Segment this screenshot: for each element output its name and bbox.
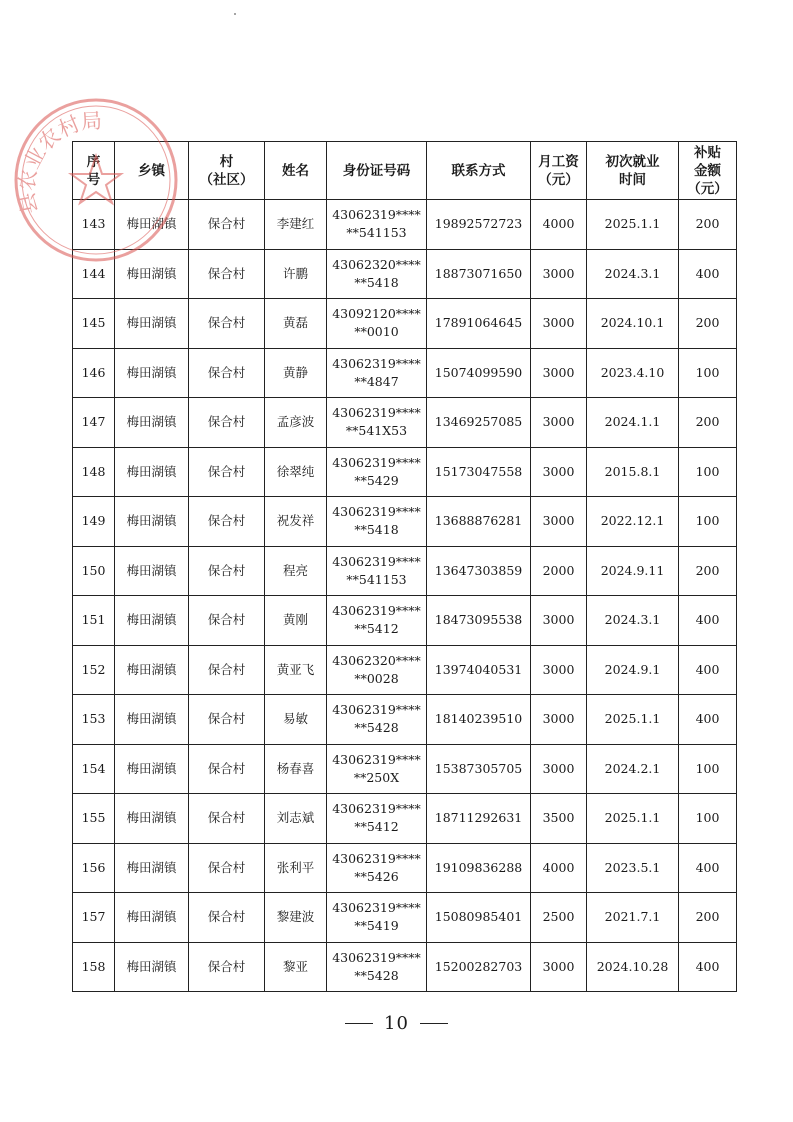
cell-town: 梅田湖镇 (115, 398, 189, 448)
cell-village: 保合村 (189, 794, 265, 844)
cell-subsidy-amount: 100 (679, 447, 737, 497)
cell-name: 黄静 (265, 348, 327, 398)
cell-name: 许鹏 (265, 249, 327, 299)
cell-serial: 156 (73, 843, 115, 893)
cell-serial: 144 (73, 249, 115, 299)
cell-first-employment: 2024.9.11 (587, 546, 679, 596)
page-footer (0, 1012, 793, 1034)
cell-village: 保合村 (189, 893, 265, 943)
cell-subsidy-amount: 100 (679, 497, 737, 547)
cell-monthly-salary: 3000 (531, 398, 587, 448)
cell-id-number: 43062319**** **5428 (327, 695, 427, 745)
header-monthly-salary: 月工资 （元） (531, 142, 587, 200)
footer-dash-right (420, 1023, 448, 1024)
cell-first-employment: 2015.8.1 (587, 447, 679, 497)
cell-first-employment: 2024.2.1 (587, 744, 679, 794)
cell-first-employment: 2024.1.1 (587, 398, 679, 448)
cell-name: 程亮 (265, 546, 327, 596)
cell-village: 保合村 (189, 645, 265, 695)
cell-village: 保合村 (189, 546, 265, 596)
cell-id-number: 43062319**** **5419 (327, 893, 427, 943)
cell-contact: 19109836288 (427, 843, 531, 893)
table-row (73, 596, 737, 646)
cell-serial: 158 (73, 942, 115, 992)
cell-monthly-salary: 3000 (531, 596, 587, 646)
cell-village: 保合村 (189, 497, 265, 547)
cell-id-number: 43062319**** **5426 (327, 843, 427, 893)
cell-contact: 18873071650 (427, 249, 531, 299)
cell-village: 保合村 (189, 398, 265, 448)
cell-town: 梅田湖镇 (115, 200, 189, 250)
cell-monthly-salary: 3500 (531, 794, 587, 844)
cell-monthly-salary: 3000 (531, 348, 587, 398)
subsidy-roster-table (72, 141, 737, 992)
cell-contact: 15200282703 (427, 942, 531, 992)
cell-subsidy-amount: 200 (679, 299, 737, 349)
cell-town: 梅田湖镇 (115, 843, 189, 893)
header-name: 姓名 (265, 142, 327, 200)
cell-serial: 145 (73, 299, 115, 349)
cell-first-employment: 2024.10.1 (587, 299, 679, 349)
cell-subsidy-amount: 400 (679, 942, 737, 992)
cell-monthly-salary: 4000 (531, 843, 587, 893)
cell-contact: 17891064645 (427, 299, 531, 349)
table-header-row (73, 142, 737, 200)
table-row (73, 893, 737, 943)
cell-id-number: 43062319**** **5412 (327, 794, 427, 844)
table-row (73, 497, 737, 547)
cell-town: 梅田湖镇 (115, 546, 189, 596)
cell-first-employment: 2022.12.1 (587, 497, 679, 547)
cell-subsidy-amount: 200 (679, 546, 737, 596)
table-row (73, 546, 737, 596)
cell-id-number: 43062319**** **5429 (327, 447, 427, 497)
cell-serial: 151 (73, 596, 115, 646)
cell-village: 保合村 (189, 447, 265, 497)
cell-contact: 13688876281 (427, 497, 531, 547)
cell-first-employment: 2023.4.10 (587, 348, 679, 398)
cell-id-number: 43062320**** **0028 (327, 645, 427, 695)
table-row (73, 348, 737, 398)
cell-town: 梅田湖镇 (115, 744, 189, 794)
cell-name: 易敏 (265, 695, 327, 745)
cell-subsidy-amount: 100 (679, 348, 737, 398)
cell-village: 保合村 (189, 744, 265, 794)
cell-monthly-salary: 3000 (531, 645, 587, 695)
cell-serial: 155 (73, 794, 115, 844)
cell-serial: 143 (73, 200, 115, 250)
cell-subsidy-amount: 400 (679, 843, 737, 893)
cell-subsidy-amount: 200 (679, 200, 737, 250)
table-row (73, 695, 737, 745)
cell-town: 梅田湖镇 (115, 497, 189, 547)
cell-subsidy-amount: 400 (679, 596, 737, 646)
cell-first-employment: 2024.9.1 (587, 645, 679, 695)
cell-first-employment: 2023.5.1 (587, 843, 679, 893)
cell-subsidy-amount: 200 (679, 893, 737, 943)
cell-town: 梅田湖镇 (115, 695, 189, 745)
cell-monthly-salary: 3000 (531, 744, 587, 794)
cell-village: 保合村 (189, 200, 265, 250)
cell-town: 梅田湖镇 (115, 348, 189, 398)
cell-first-employment: 2025.1.1 (587, 200, 679, 250)
cell-first-employment: 2025.1.1 (587, 695, 679, 745)
cell-name: 黎建波 (265, 893, 327, 943)
cell-monthly-salary: 3000 (531, 447, 587, 497)
table-row (73, 249, 737, 299)
cell-contact: 13974040531 (427, 645, 531, 695)
cell-subsidy-amount: 400 (679, 249, 737, 299)
header-first-employment: 初次就业 时间 (587, 142, 679, 200)
cell-contact: 18711292631 (427, 794, 531, 844)
cell-name: 孟彦波 (265, 398, 327, 448)
cell-name: 黎亚 (265, 942, 327, 992)
cell-town: 梅田湖镇 (115, 447, 189, 497)
cell-name: 徐翠纯 (265, 447, 327, 497)
cell-first-employment: 2024.10.28 (587, 942, 679, 992)
cell-serial: 146 (73, 348, 115, 398)
cell-village: 保合村 (189, 942, 265, 992)
table-row (73, 744, 737, 794)
table-row (73, 447, 737, 497)
cell-id-number: 43062319**** **250X (327, 744, 427, 794)
cell-serial: 148 (73, 447, 115, 497)
cell-village: 保合村 (189, 348, 265, 398)
cell-town: 梅田湖镇 (115, 596, 189, 646)
cell-town: 梅田湖镇 (115, 893, 189, 943)
cell-id-number: 43062319**** **5412 (327, 596, 427, 646)
cell-contact: 15387305705 (427, 744, 531, 794)
cell-subsidy-amount: 100 (679, 744, 737, 794)
cell-subsidy-amount: 400 (679, 645, 737, 695)
cell-name: 刘志斌 (265, 794, 327, 844)
cell-id-number: 43092120**** **0010 (327, 299, 427, 349)
footer-dash-left (345, 1023, 373, 1024)
cell-subsidy-amount: 200 (679, 398, 737, 448)
cell-subsidy-amount: 400 (679, 695, 737, 745)
cell-serial: 153 (73, 695, 115, 745)
cell-town: 梅田湖镇 (115, 794, 189, 844)
cell-monthly-salary: 3000 (531, 249, 587, 299)
header-village: 村 （社区） (189, 142, 265, 200)
cell-contact: 15173047558 (427, 447, 531, 497)
cell-monthly-salary: 3000 (531, 497, 587, 547)
cell-village: 保合村 (189, 299, 265, 349)
cell-town: 梅田湖镇 (115, 249, 189, 299)
cell-monthly-salary: 2500 (531, 893, 587, 943)
cell-id-number: 43062319**** **541153 (327, 200, 427, 250)
cell-village: 保合村 (189, 843, 265, 893)
header-contact: 联系方式 (427, 142, 531, 200)
table-row (73, 843, 737, 893)
cell-serial: 152 (73, 645, 115, 695)
cell-village: 保合村 (189, 596, 265, 646)
cell-contact: 18473095538 (427, 596, 531, 646)
cell-first-employment: 2024.3.1 (587, 596, 679, 646)
cell-id-number: 43062319**** **4847 (327, 348, 427, 398)
cell-name: 黄亚飞 (265, 645, 327, 695)
cell-id-number: 43062320**** **5418 (327, 249, 427, 299)
cell-name: 黄磊 (265, 299, 327, 349)
seal-text: 县农业农村局 (14, 108, 103, 216)
cell-id-number: 43062319**** **5418 (327, 497, 427, 547)
table-row (73, 794, 737, 844)
cell-first-employment: 2024.3.1 (587, 249, 679, 299)
cell-name: 张利平 (265, 843, 327, 893)
cell-town: 梅田湖镇 (115, 645, 189, 695)
cell-contact: 18140239510 (427, 695, 531, 745)
cell-monthly-salary: 2000 (531, 546, 587, 596)
header-subsidy-amount: 补贴 金额 （元） (679, 142, 737, 200)
cell-id-number: 43062319**** **541153 (327, 546, 427, 596)
scan-speck (234, 13, 236, 15)
header-id-number: 身份证号码 (327, 142, 427, 200)
cell-contact: 15074099590 (427, 348, 531, 398)
cell-name: 李建红 (265, 200, 327, 250)
header-town: 乡镇 (115, 142, 189, 200)
cell-serial: 149 (73, 497, 115, 547)
table-body (73, 200, 737, 992)
cell-serial: 154 (73, 744, 115, 794)
cell-contact: 13469257085 (427, 398, 531, 448)
cell-contact: 13647303859 (427, 546, 531, 596)
cell-serial: 150 (73, 546, 115, 596)
cell-id-number: 43062319**** **541X53 (327, 398, 427, 448)
page-number: 10 (384, 1012, 409, 1034)
cell-monthly-salary: 4000 (531, 200, 587, 250)
cell-contact: 19892572723 (427, 200, 531, 250)
cell-village: 保合村 (189, 695, 265, 745)
cell-id-number: 43062319**** **5428 (327, 942, 427, 992)
table-row (73, 942, 737, 992)
header-serial: 序 号 (73, 142, 115, 200)
cell-serial: 157 (73, 893, 115, 943)
cell-village: 保合村 (189, 249, 265, 299)
cell-town: 梅田湖镇 (115, 942, 189, 992)
table-row (73, 398, 737, 448)
cell-contact: 15080985401 (427, 893, 531, 943)
cell-monthly-salary: 3000 (531, 299, 587, 349)
cell-name: 杨春喜 (265, 744, 327, 794)
cell-name: 祝发祥 (265, 497, 327, 547)
cell-monthly-salary: 3000 (531, 695, 587, 745)
cell-town: 梅田湖镇 (115, 299, 189, 349)
cell-name: 黄刚 (265, 596, 327, 646)
cell-monthly-salary: 3000 (531, 942, 587, 992)
cell-subsidy-amount: 100 (679, 794, 737, 844)
table-row (73, 200, 737, 250)
table-row (73, 645, 737, 695)
cell-first-employment: 2021.7.1 (587, 893, 679, 943)
cell-serial: 147 (73, 398, 115, 448)
table-row (73, 299, 737, 349)
cell-first-employment: 2025.1.1 (587, 794, 679, 844)
